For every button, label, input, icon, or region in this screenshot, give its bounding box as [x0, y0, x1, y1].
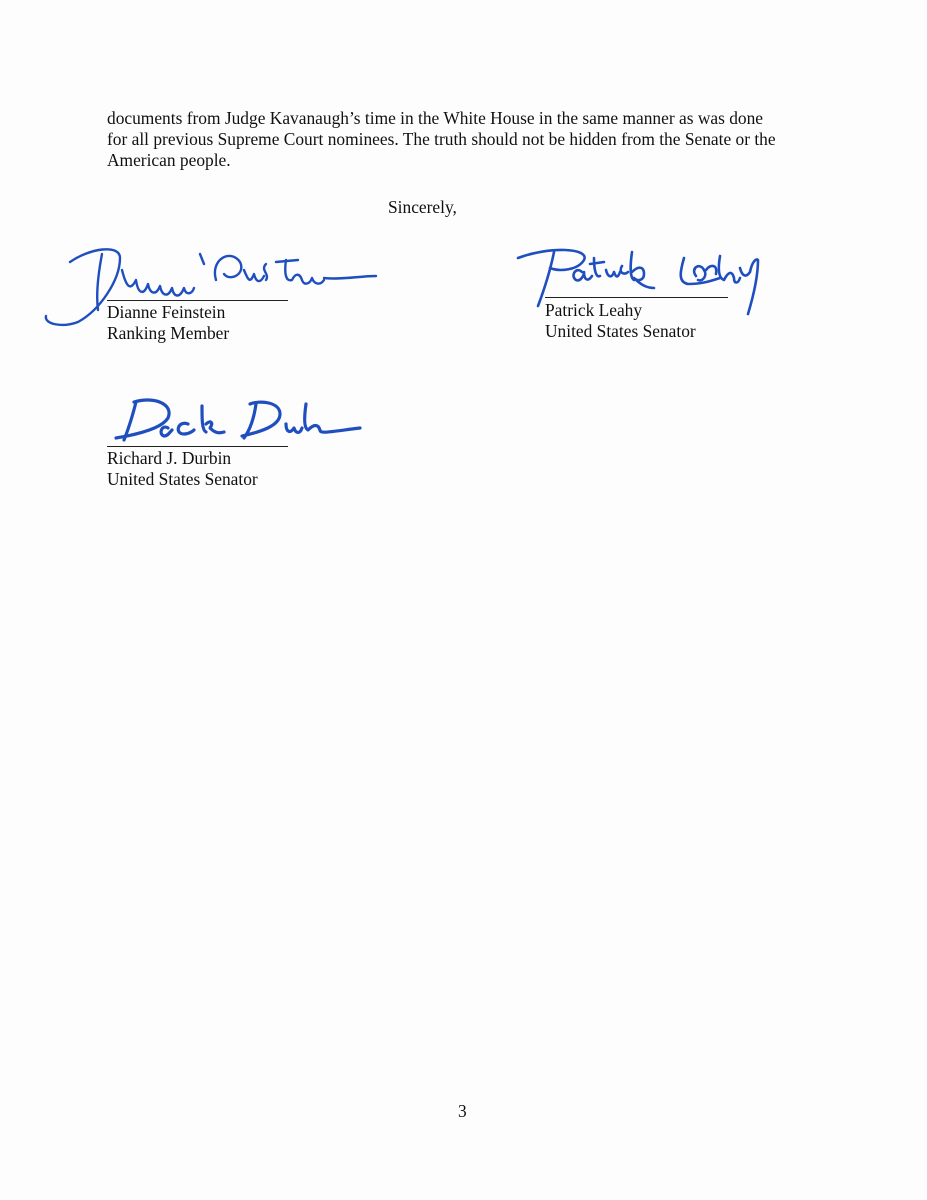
- durbin-signature-icon: [110, 392, 360, 452]
- signature-line-durbin: [107, 446, 288, 447]
- paragraph-line-2: for all previous Supreme Court nominees. The truth should not be hidden from the Senate or the: [107, 129, 776, 149]
- signatory-name-feinstein: Dianne Feinstein: [107, 302, 226, 322]
- signatory-name-leahy: Patrick Leahy: [545, 300, 643, 320]
- signatory-title-durbin: United States Senator: [107, 469, 258, 489]
- page-number: 3: [458, 1101, 467, 1121]
- signatory-title-leahy: United States Senator: [545, 321, 696, 341]
- signatory-title-feinstein: Ranking Member: [107, 323, 230, 343]
- letter-paragraph: [107, 108, 827, 171]
- letter-closing: Sincerely,: [388, 197, 457, 217]
- signature-line-leahy: [545, 297, 728, 298]
- signature-line-feinstein: [107, 300, 288, 301]
- signatory-name-durbin: Richard J. Durbin: [107, 448, 232, 468]
- paragraph-line-1: documents from Judge Kavanaugh’s time in the White House in the same manner as was done: [107, 108, 764, 128]
- paragraph-line-3: American people.: [107, 150, 231, 170]
